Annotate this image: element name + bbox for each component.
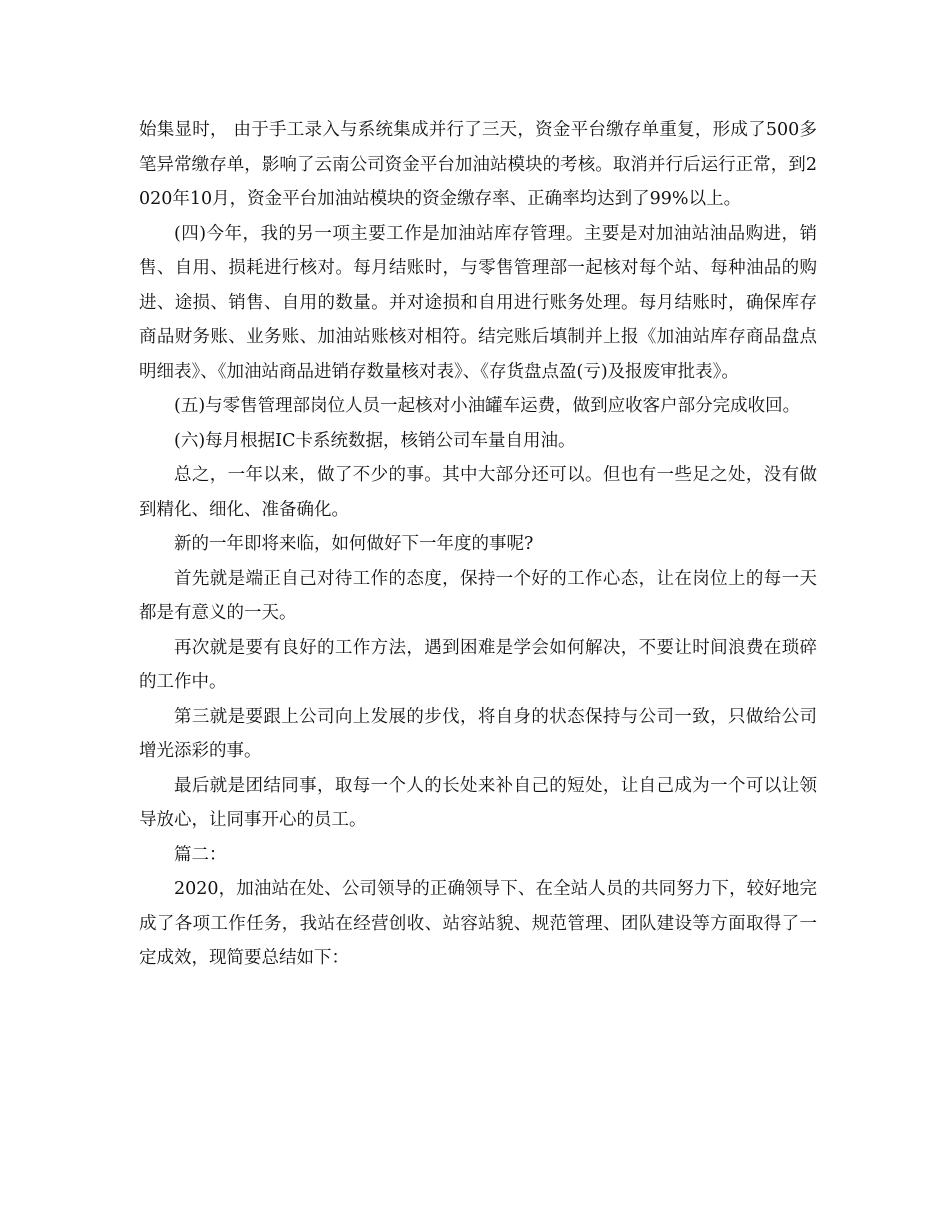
paragraph-new-year-question: 新的一年即将来临，如何做好下一年度的事呢? [174,534,534,554]
paragraph-last-point: 最后就是团结同事，取每一个人的长处来补自己的短处，让自己成为一个可以让领导放心，让同事开心的员工。 [139,775,817,830]
paragraph-ic-card: (六)每月根据IC卡系统数据，核销公司车量自用油。 [174,430,576,451]
paragraph-summary: 总之，一年以来，做了不少的事。其中大部分还可以。但也有一些足之处，没有做到精化、细化、准备确化。 [139,465,817,520]
paragraph-inventory-management: (四)今年，我的另一项主要工作是加油站库存管理。主要是对加油站油品购进，销售、自用、损耗进行核对。每月结账时，与零售管理部一起核对每个站、每种油品的购进、途损、销售、自用的数量。并对途损和自用进行账务处理。每月结账时，确保库存商品财务账、业务账、加油站账核对相符。结完账后填制并上报《加油站库存商品盘点明细表》、《加油站商品进销存数量核对表》、《存货盘点盈(亏)及报废审批表》。 [139,223,817,382]
paragraph-third-point: 第三就是要跟上公司向上发展的步伐，将自身的状态保持与公司一致，只做给公司增光添彩的事。 [139,706,817,761]
paragraph-first-point: 首先就是端正自己对待工作的态度，保持一个好的工作心态，让在岗位上的每一天都是有意义的一天。 [139,568,817,623]
document-page [139,113,817,976]
section-heading: 篇二： [174,844,227,865]
paragraph-continuation: 始集显时， 由于手工录入与系统集成并行了三天，资金平台缴存单重复，形成了500多笔异常缴存单，影响了云南公司资金平台加油站模块的考核。取消并行后运行正常，到2020年10月，资金平台加油站模块的资金缴存率、正确率均达到了99%以上。 [139,120,817,209]
paragraph-second-point: 再次就是要有良好的工作方法，遇到困难是学会如何解决，不要让时间浪费在琐碎的工作中。 [139,637,817,692]
paragraph-freight-check: (五)与零售管理部岗位人员一起核对小油罐车运费，做到应收客户部分完成收回。 [174,396,801,416]
paragraph-intro-2020: 2020，加油站在处、公司领导的正确领导下、在全站人员的共同努力下，较好地完成了各项工作任务，我站在经营创收、站容站貌、规范管理、团队建设等方面取得了一定成效，现简要总结如下： [139,879,817,968]
